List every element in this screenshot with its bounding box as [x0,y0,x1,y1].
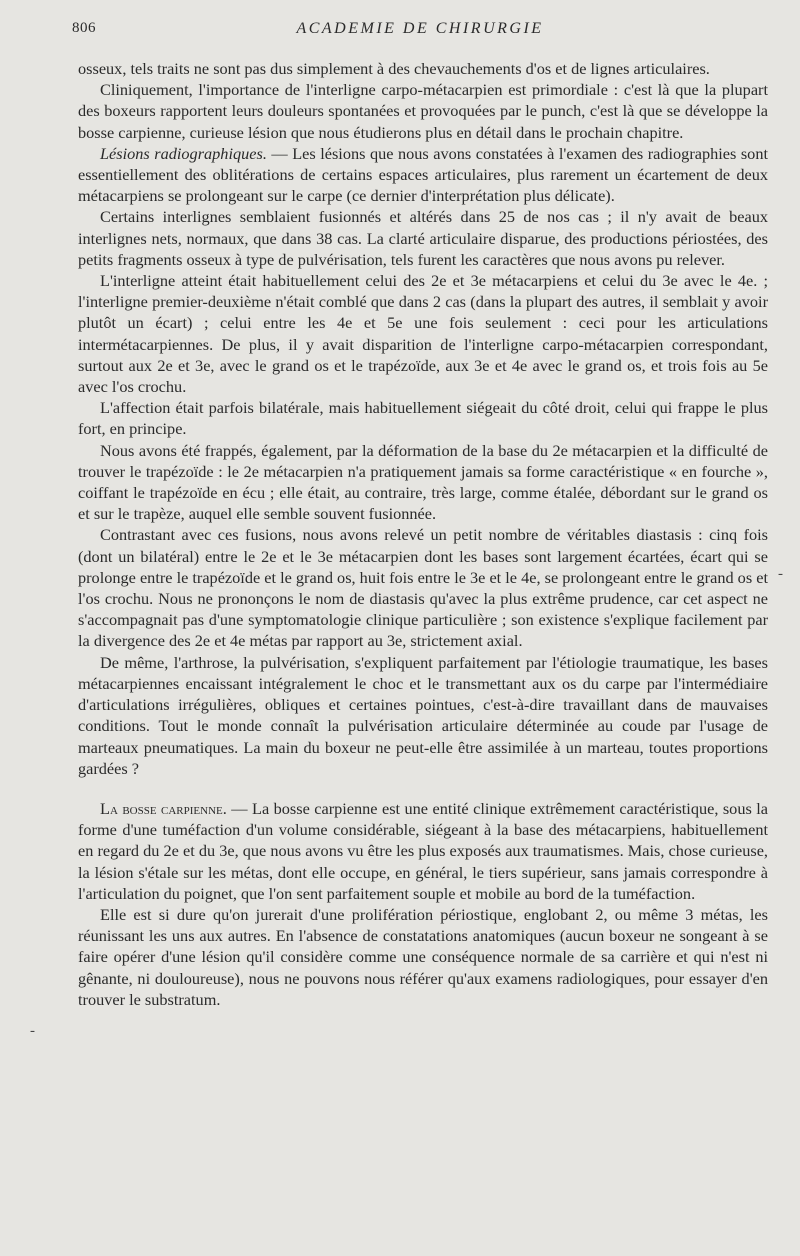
page-number: 806 [72,20,96,36]
paragraph: L'affection était parfois bilatérale, mais habituellement siégeait du côté droit, celui qui frappe le plus fort, en principe. [78,398,768,439]
paragraph: Contrastant avec ces fusions, nous avons relevé un petit nombre de véritables diastasis : cinq fois (dont un bilatéral) entre le 2e et le 3e métacarpien dont les bases sont largement écartées, écart qui se prolonge entre le trapézoïde et le grand os, huit fois entre le 3e et le 4e, se prolongeant entre le grand os et l'os crochu. Nous ne prononçons le nom de diastasis qu'avec la plus extrême prudence, car cet aspect ne s'accompagnait pas d'une symptomatologie clinique particulière ; son existence s'explique facilement par la divergence des 2e et 4e métas par rapport au 3e, strictement axial. [78,525,768,651]
paragraph: Certains interlignes semblaient fusionnés et altérés dans 25 de nos cas ; il n'y avait de beaux interlignes nets, normaux, que dans 38 cas. La clarté articulaire disparue, des productions périostées, des petits fragments osseux à type de pulvérisation, tels furent les caractères que nous avons pu relever. [78,207,768,269]
margin-mark: - [30,1023,35,1039]
paragraph: osseux, tels traits ne sont pas dus simplement à des chevauchements d'os et de lignes articulaires. [78,59,710,78]
paragraph: De même, l'arthrose, la pulvérisation, s'expliquent parfaitement par l'étiologie traumatique, les bases métacarpiennes encaissant intégralement le choc et le transmettant aux os du carpe par l'intermédiaire d'articulations irrégulières, obliques et certaines pointues, c'est-à-dire travaillant dans de mauvaises conditions. Tout le monde connaît la pulvérisation articulaire déterminée au coude par l'usage de marteaux pneumatiques. La main du boxeur ne peut-elle être assimilée à un marteau, toutes proportions gardées ? [78,652,768,778]
paragraph: Nous avons été frappés, également, par la déformation de la base du 2e métacarpien et la difficulté de trouver le trapézoïde : le 2e métacarpien n'a pratiquement jamais sa forme caractéristique « en fourche », coiffant le trapézoïde en écu ; elle était, au contraire, très large, comme étalée, débordant sur le grand os et sur le trapèze, auquel elle semble souvent fusionnée. [78,440,768,524]
section-paragraph: La bosse carpienne. — La bosse carpienne est une entité clinique extrêmement caractéristique, sous la forme d'une tuméfaction d'un volume considérable, siégeant à la base des métacarpiens, habituellement en regard du 2e et du 3e, que nous avons vu être les plus exposés aux traumatismes. Mais, chose curieuse, la lésion s'étale sur les métas, dont elle occupe, en général, le tiers supérieur, sans jamais correspondre à l'articulation du poignet, que l'on sent parfaitement souple et mobile au bord de la tuméfaction. [78,798,769,903]
margin-mark: - [778,566,783,582]
page-header [72,20,768,44]
paragraph: L'interligne atteint était habituellement celui des 2e et 3e métacarpiens et celui du 3e avec le 4e. ; l'interligne premier-deuxième n'était comblé que dans 2 cas (dans la plupart des autres, il semblait y avoir plutôt un écart) ; celui entre les 4e et 5e une fois seulement : ceci pour les articulations intermétacarpiennes. De plus, il y avait disparition de l'interligne carpo-métacarpien correspondant, surtout aux 2e et 3e, avec le grand os et le trapézoïde, aux 3e et 4e avec le grand os, et trois fois au 5e avec l'os crochu. [78,271,768,397]
body-text [78,58,768,1010]
paragraph: Lésions radiographiques. — Les lésions que nous avons constatées à l'examen des radiographies sont essentiellement des oblitérations de certains espaces articulaires, plus rarement un écartement de deux métacarpiens se prolongeant sur le carpe (ce dernier d'interprétation plus délicate). [78,143,768,206]
paragraph: Elle est si dure qu'on jurerait d'une prolifération périostique, englobant 2, ou même 3 métas, les réunissant les uns aux autres. En l'absence de constatations anatomiques (aucun boxeur ne songeant à se faire opérer d'une lésion qu'il considère comme une conséquence normale de sa carrière et qui n'est ni gênante, ni douloureuse), nous ne pouvons nous référer qu'aux examens radiologiques, pour essayer d'en trouver le substratum. [78,904,768,1009]
paragraph-lead: Lésions radiographiques. [100,143,267,163]
paragraph: Cliniquement, l'importance de l'interligne carpo-métacarpien est primordiale : c'est là que la plupart des boxeurs rapportent leurs douleurs spontanées et provoquées par le punch, c'est là que se développe la bosse carpienne, curieuse lésion que nous étudierons plus en détail dans le prochain chapitre. [78,80,768,142]
section-heading: La bosse carpienne. [100,798,227,818]
running-title: ACADEMIE DE CHIRURGIE [296,20,544,37]
